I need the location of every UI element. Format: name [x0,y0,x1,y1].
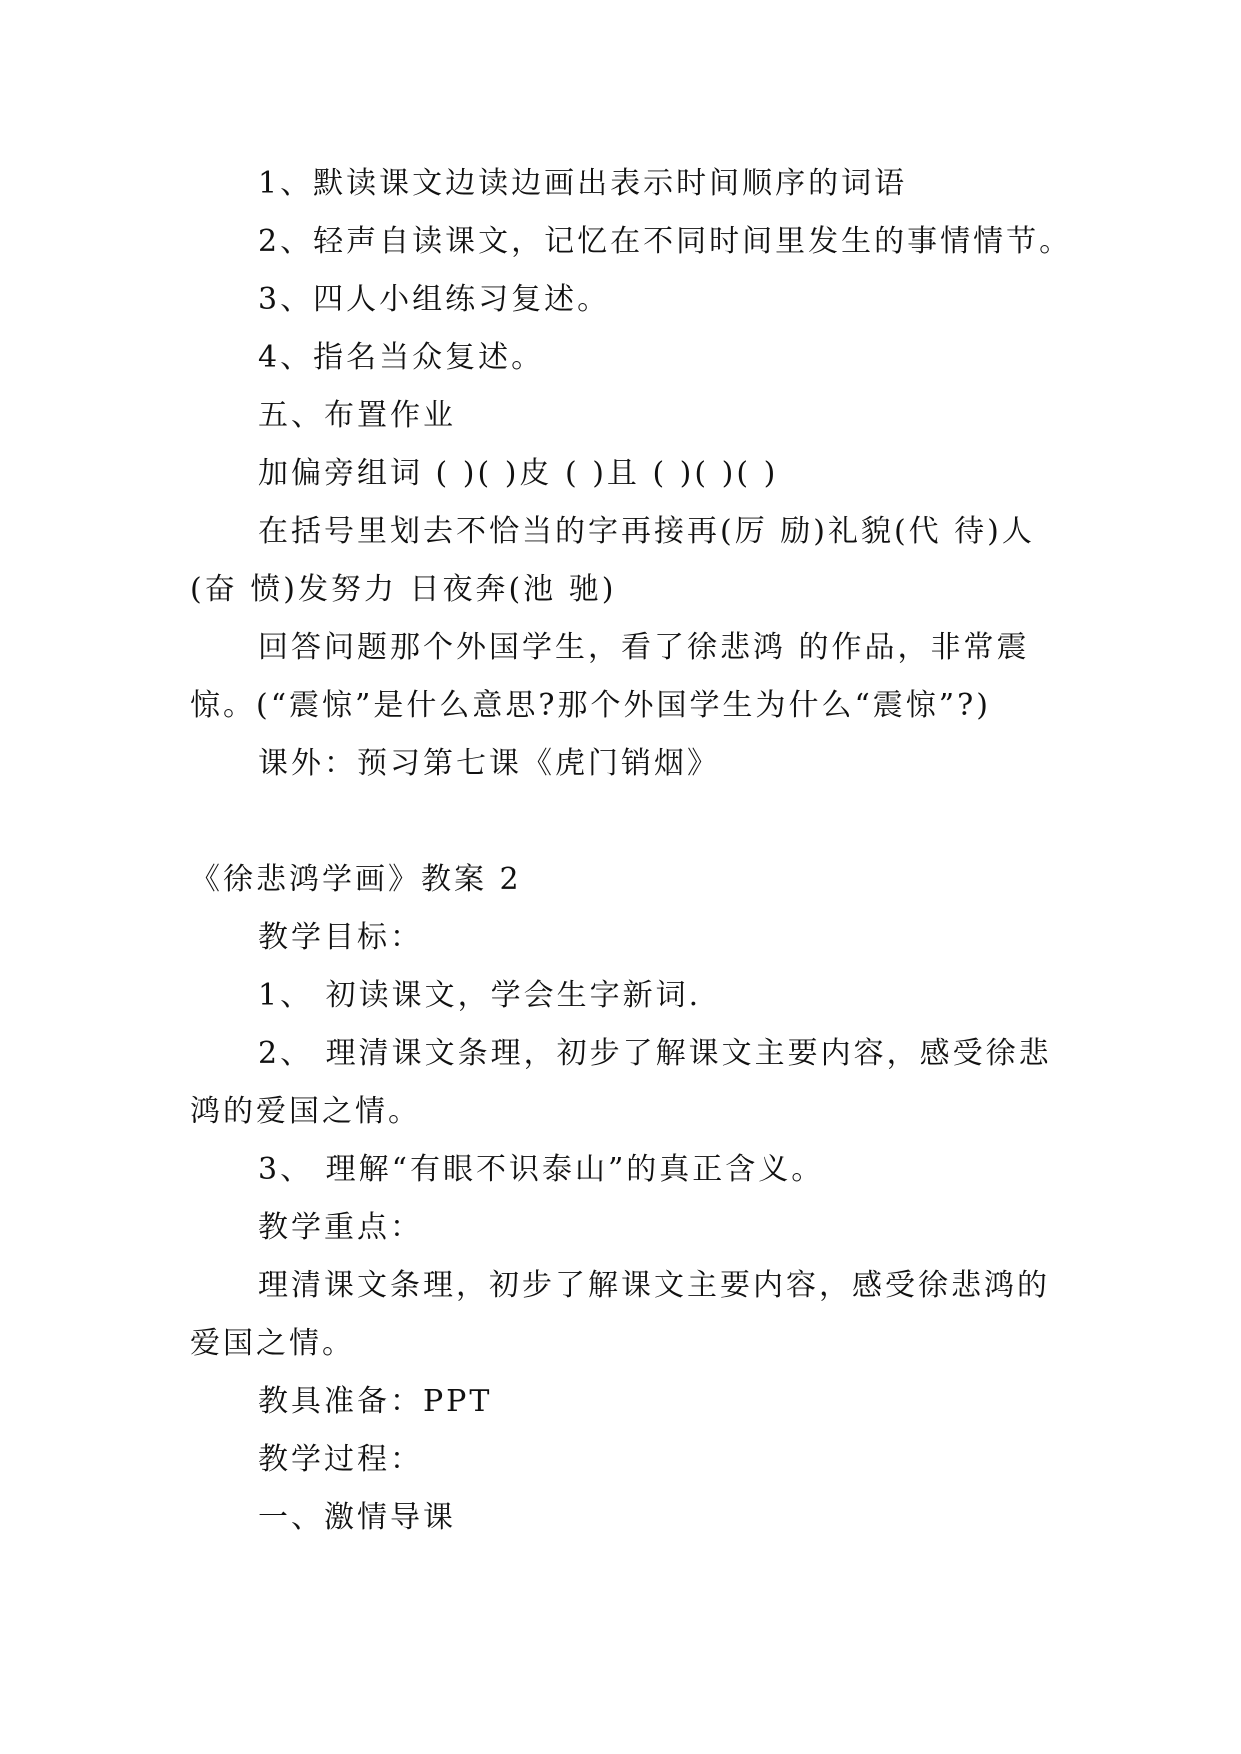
paragraph-line: 2、 理清课文条理，初步了解课文主要内容，感受徐悲 [258,1036,1052,1071]
paragraph-line: 鸿的爱国之情。 [190,1094,421,1129]
paragraph-line: 回答问题那个外国学生，看了徐悲鸿 的作品，非常震 [258,630,1030,665]
paragraph-line: (奋 愤)发努力 日夜奔(池 驰) [190,572,617,607]
section-heading: 教学重点： [258,1210,423,1245]
paragraph-line: 2、轻声自读课文，记忆在不同时间里发生的事情情节。 [258,224,1073,259]
document-heading: 《徐悲鸿学画》教案 2 [190,862,522,897]
section-heading: 教学过程： [258,1442,423,1477]
paragraph-line: 1、 初读课文，学会生字新词. [258,978,702,1013]
paragraph-line: 课外：预习第七课《虎门销烟》 [258,746,720,781]
paragraph-line: 教具准备：PPT [258,1384,493,1419]
paragraph-line: 3、 理解“有眼不识泰山”的真正含义。 [258,1152,825,1187]
paragraph-line: 在括号里划去不恰当的字再接再(厉 励)礼貌(代 待)人 [258,514,1035,549]
paragraph-line: 加偏旁组词 ( )( )皮 ( )且 ( )( )( ) [258,456,779,491]
paragraph-line: 爱国之情。 [190,1326,355,1361]
paragraph-line: 4、指名当众复述。 [258,340,545,375]
paragraph-line: 1、默读课文边读边画出表示时间顺序的词语 [258,166,908,201]
section-heading: 一、激情导课 [258,1500,456,1535]
paragraph-line: 理清课文条理，初步了解课文主要内容，感受徐悲鸿的 [258,1268,1050,1303]
paragraph-line: 惊。(“震惊”是什么意思?那个外国学生为什么“震惊”?) [190,688,991,723]
section-heading: 五、布置作业 [258,398,456,433]
paragraph-line: 3、四人小组练习复述。 [258,282,611,317]
section-heading: 教学目标： [258,920,423,955]
